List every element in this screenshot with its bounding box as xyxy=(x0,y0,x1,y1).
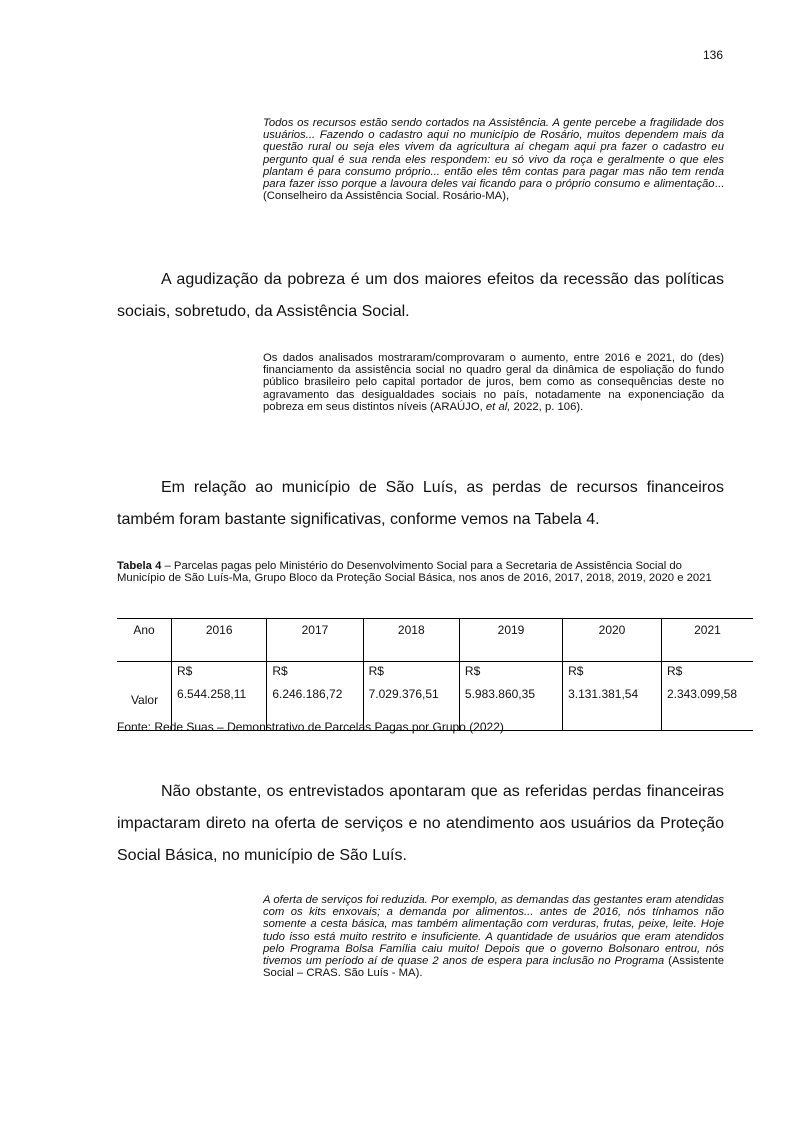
value-cell-2020 xyxy=(563,662,662,731)
page-number: 136 xyxy=(702,48,723,62)
table-caption-label: Tabela 4 xyxy=(117,560,162,572)
quote-3-attribution: (Assistente Social – CRAS. São Luís - MA). xyxy=(263,955,724,980)
quote-3-text: A oferta de serviços foi reduzida. Por exemplo, as demandas das gestantes eram atendidas com os kits enxovais; a demanda por alimentos... antes de 2016, nós tínhamos não somente a cesta básica, mas também alimentação com verduras, frutas, peixe, leite. Hoje tudo isso está muito restrito e insuficiente. A quantidade de usuários que eram atendidos pelo Programa Bolsa Família caiu muito! Depois que o governo Bolsonaro entrou, nós tivemos um período aí de quase 2 anos de espera para inclusão no Programa xyxy=(263,894,724,968)
block-quote-1 xyxy=(263,117,724,202)
header-cell-2019: 2019 xyxy=(459,619,562,662)
currency-symbol: R$ xyxy=(368,664,384,678)
value-amount: 7.029.376,51 xyxy=(368,687,439,701)
currency-symbol: R$ xyxy=(568,664,584,678)
table-caption-text: – Parcelas pagas pelo Ministério do Desenvolvimento Social para a Secretaria de Assistência Social do Município de São Luís-Ma, Grupo Bloco da Proteção Social Básica, nos anos de 2016, 2017, 2018, 2019, 2020 e 2021 xyxy=(117,560,712,585)
header-cell-2018: 2018 xyxy=(363,619,459,662)
value-amount: 3.131.381,54 xyxy=(568,687,639,701)
table-caption xyxy=(117,560,728,584)
value-amount: 6.544.258,11 xyxy=(177,687,247,701)
quote-1-text: Todos os recursos estão sendo cortados na Assistência. A gente percebe a fragilidade dos usuários... Fazendo o cadastro aqui no município de Rosário, muitos dependem mais da questão rural ou seja eles vivem da agricultura aí chegam aqui pra fazer o cadastro eu pergunto qual é sua renda eles respondem: eu só vivo da roça e geralmente o que eles plantam é para consumo próprio... então eles têm contas para pagar mas não tem renda para fazer isso porque a lavoura deles vai ficando para o próprio consumo e alimentação xyxy=(263,117,724,191)
currency-symbol: R$ xyxy=(666,664,683,678)
header-cell-2021: 2021 xyxy=(661,619,753,662)
value-amount: 2.343.099,58 xyxy=(666,687,738,701)
currency-symbol: R$ xyxy=(272,664,288,678)
quote-2-citation: 2022, p. 106). xyxy=(510,400,584,413)
currency-symbol: R$ xyxy=(177,664,193,678)
header-cell-ano: Ano xyxy=(117,619,172,662)
paragraph-3 xyxy=(117,776,724,872)
value-amount: 6.246.186,72 xyxy=(272,687,343,701)
header-cell-2020: 2020 xyxy=(563,619,662,662)
quote-2-etal: et al, xyxy=(485,400,511,413)
quote-1-attribution: ... (Conselheiro da Assistência Social. Rosário-MA), xyxy=(263,178,724,203)
paragraph-1-text: A agudização da pobreza é um dos maiores efeitos da recessão das políticas sociais, sobretudo, da Assistência Social. xyxy=(117,271,724,320)
table-header-row xyxy=(117,619,753,662)
table-source: Fonte: Rede Suas – Demonstrativo de Parcelas Pagas por Grupo (2022) xyxy=(117,720,504,734)
header-cell-2016: 2016 xyxy=(172,619,267,662)
value-cell-2021 xyxy=(661,662,753,731)
row-label-valor: Valor xyxy=(117,662,172,731)
data-table xyxy=(117,618,753,731)
quote-2-text: Os dados analisados mostraram/comprovaram o aumento, entre 2016 e 2021, do (des) financiamento da assistência social no quadro geral da dinâmica de espoliação do fundo público brasileiro pelo capital portador de juros, bem como as consequências deste no agravamento das desigualdades sociais no país, notadamente na exponenciação da pobreza em seus distintos níveis (ARAÚJO, xyxy=(263,352,724,413)
block-quote-3 xyxy=(263,894,724,979)
block-quote-2 xyxy=(263,352,724,413)
value-amount: 5.983.860,35 xyxy=(464,687,535,701)
paragraph-1 xyxy=(117,264,724,328)
paragraph-2 xyxy=(117,472,724,536)
paragraph-3-text: Não obstante, os entrevistados apontaram que as referidas perdas financeiras impactaram direto na oferta de serviços e no atendimento aos usuários da Proteção Social Básica, no município de São Luís. xyxy=(117,783,724,864)
header-cell-2017: 2017 xyxy=(267,619,363,662)
paragraph-2-text: Em relação ao município de São Luís, as perdas de recursos financeiros também foram bastante significativas, conforme vemos na Tabela 4. xyxy=(117,479,724,528)
currency-symbol: R$ xyxy=(464,664,481,678)
